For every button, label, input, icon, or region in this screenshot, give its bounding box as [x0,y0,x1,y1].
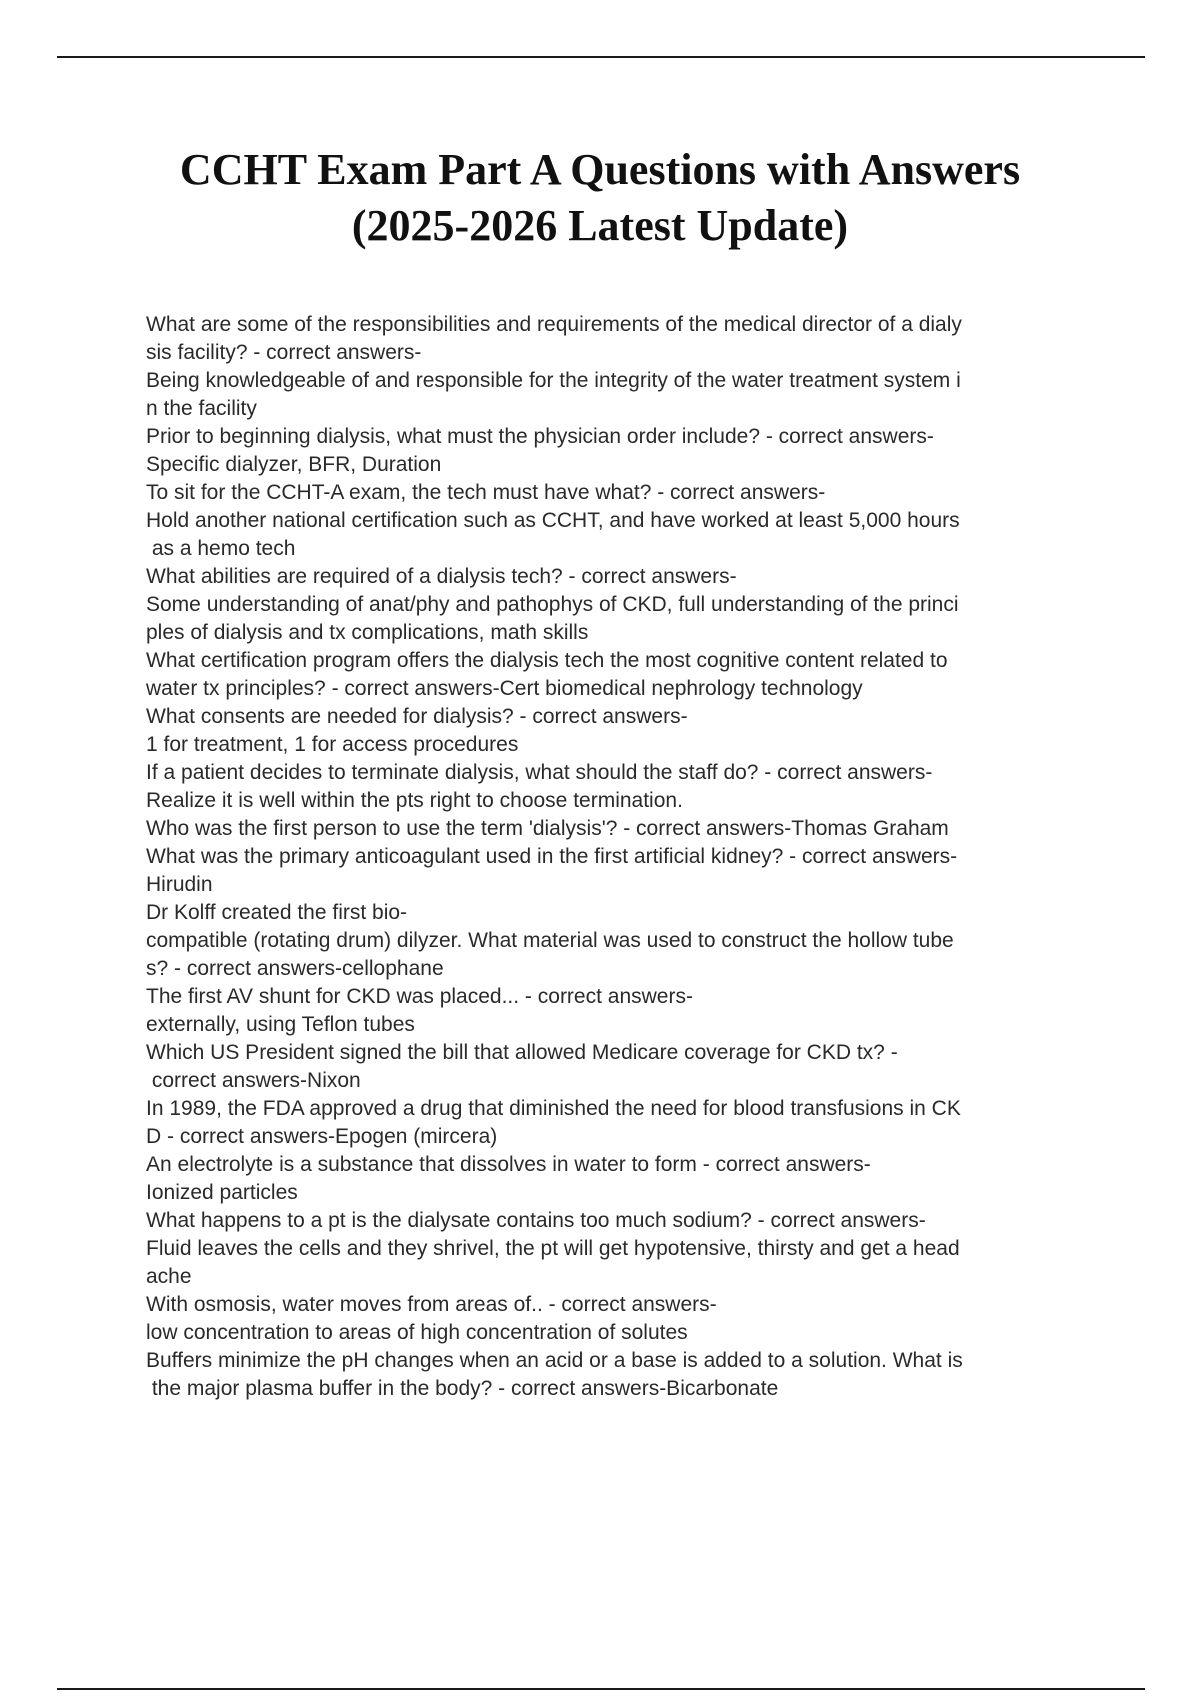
text-line: n the facility [146,397,257,420]
text-line: What happens to a pt is the dialysate contains too much sodium? - correct answers- [146,1209,926,1232]
text-line: An electrolyte is a substance that dissolves in water to form - correct answers- [146,1153,871,1176]
text-line: Realize it is well within the pts right to choose termination. [146,789,683,812]
text-line: compatible (rotating drum) dilyzer. What material was used to construct the hollow tube [146,929,954,952]
text-line: Some understanding of anat/phy and pathophys of CKD, full understanding of the princi [146,593,959,616]
bottom-divider [57,1688,1145,1690]
text-line: Which US President signed the bill that allowed Medicare coverage for CKD tx? - [146,1041,898,1064]
title-line-1: CCHT Exam Part A Questions with Answers [179,145,1021,194]
text-line: s? - correct answers-cellophane [146,957,444,980]
text-line: 1 for treatment, 1 for access procedures [146,733,519,756]
text-line: Who was the first person to use the term 'dialysis'? - correct answers-Thomas Graham [146,817,949,840]
text-line: ache [146,1265,192,1288]
text-line: Hirudin [146,873,213,896]
text-line: Buffers minimize the pH changes when an acid or a base is added to a solution. What is [146,1349,963,1372]
text-line: With osmosis, water moves from areas of.. - correct answers- [146,1293,717,1316]
text-line: the major plasma buffer in the body? - correct answers-Bicarbonate [146,1377,779,1400]
qa-body [146,311,1096,1403]
top-divider [57,56,1145,58]
text-line: water tx principles? - correct answers-Cert biomedical nephrology technology [146,677,863,700]
text-line: D - correct answers-Epogen (mircera) [146,1125,498,1148]
text-line: Dr Kolff created the first bio- [146,901,408,924]
text-line: To sit for the CCHT-A exam, the tech must have what? - correct answers- [146,481,826,504]
text-line: low concentration to areas of high concentration of solutes [146,1321,688,1344]
text-line: What certification program offers the dialysis tech the most cognitive content related to [146,649,948,672]
text-line: What consents are needed for dialysis? - correct answers- [146,705,688,728]
text-line: Ionized particles [146,1181,298,1204]
document-title [100,142,1100,254]
text-line: What are some of the responsibilities and requirements of the medical director of a dialy [146,313,962,336]
text-line: correct answers-Nixon [146,1069,361,1092]
text-line: The first AV shunt for CKD was placed... - correct answers- [146,985,693,1008]
text-line: In 1989, the FDA approved a drug that diminished the need for blood transfusions in CK [146,1097,961,1120]
text-line: as a hemo tech [146,537,296,560]
text-line: Prior to beginning dialysis, what must the physician order include? - correct answers- [146,425,934,448]
title-line-2: (2025-2026 Latest Update) [351,201,849,250]
text-line: What abilities are required of a dialysis tech? - correct answers- [146,565,737,588]
text-line: Hold another national certification such as CCHT, and have worked at least 5,000 hours [146,509,960,532]
text-line: Being knowledgeable of and responsible for the integrity of the water treatment system i [146,369,961,392]
text-line: Fluid leaves the cells and they shrivel, the pt will get hypotensive, thirsty and get a head [146,1237,960,1260]
text-line: ples of dialysis and tx complications, math skills [146,621,589,644]
text-line: sis facility? - correct answers- [146,341,422,364]
text-line: What was the primary anticoagulant used in the first artificial kidney? - correct answers- [146,845,958,868]
text-line: If a patient decides to terminate dialysis, what should the staff do? - correct answers- [146,761,933,784]
text-line: externally, using Teflon tubes [146,1013,415,1036]
text-line: Specific dialyzer, BFR, Duration [146,453,442,476]
